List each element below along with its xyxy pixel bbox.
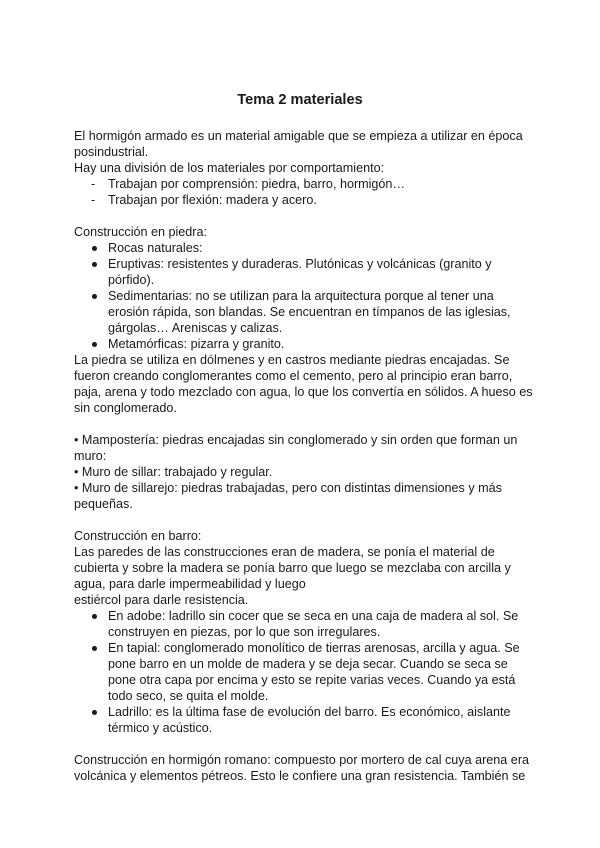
intro-division-paragraph: Hay una división de los materiales por comportamiento: xyxy=(74,161,385,175)
section-heading-barro: Construcción en barro: xyxy=(74,529,202,543)
page-title: Tema 2 materiales xyxy=(237,92,363,108)
piedra-paragraph: La piedra se utiliza en dólmenes y en castros mediante piedras encajadas. Se fueron creando conglomerantes como el cemento, pero al principio eran barro, paja, arena y todo mezclado con agua, lo que los convertía en sólidos. A hueso es sin conglomerado. xyxy=(74,353,533,415)
piedra-list xyxy=(74,240,534,352)
list-item: En tapial: conglomerado monolítico de tierras arenosas, arcilla y agua. Se pone barro en un molde de madera y se deja secar. Cuando se seca se pone otra capa por encima y esto se repite varias veces. Cuando ya está todo seco, se quita el molde. xyxy=(74,640,534,704)
document-body xyxy=(74,128,534,784)
barro-list xyxy=(74,608,534,736)
list-item: Rocas naturales: xyxy=(74,240,534,256)
muro-line-sillarejo: • Muro de sillarejo: piedras trabajadas, pero con distintas dimensiones y más pequeñas. xyxy=(74,481,502,511)
section-heading-piedra: Construcción en piedra: xyxy=(74,225,208,239)
barro-paragraph: Las paredes de las construcciones eran de madera, se ponía el material de cubierta y sobre la madera se ponía barro que luego se mezclaba con arcilla y agua, para darle impermeabilidad y luego xyxy=(74,545,511,591)
list-item: Eruptivas: resistentes y duraderas. Plutónicas y volcánicas (granito y pórfido). xyxy=(74,256,534,288)
list-item: - Trabajan por comprensión: piedra, barro, hormigón… xyxy=(74,176,534,192)
behavior-list xyxy=(74,176,534,208)
list-item: Sedimentarias: no se utilizan para la arquitectura porque al tener una erosión rápida, son blandas. Se encuentran en tímpanos de las iglesias, gárgolas… Areniscas y calizas. xyxy=(74,288,534,336)
intro-paragraph: El hormigón armado es un material amigable que se empieza a utilizar en época posindustrial. xyxy=(74,129,523,159)
list-item: Ladrillo: es la última fase de evolución del barro. Es económico, aislante térmico y acústico. xyxy=(74,704,534,736)
hormigon-paragraph: Construcción en hormigón romano: compuesto por mortero de cal cuya arena era volcánica y elementos pétreos. Esto le confiere una gran resistencia. También se xyxy=(74,753,530,783)
muro-line-sillar: • Muro de sillar: trabajado y regular. xyxy=(74,465,273,479)
muro-line-mamposteria: • Mampostería: piedras encajadas sin conglomerado y sin orden que forman un muro: xyxy=(74,433,518,463)
list-item: - Trabajan por flexión: madera y acero. xyxy=(74,192,534,208)
barro-paragraph-end: estiércol para darle resistencia. xyxy=(74,593,249,607)
list-item: Metamórficas: pizarra y granito. xyxy=(74,336,534,352)
list-item: En adobe: ladrillo sin cocer que se seca en una caja de madera al sol. Se construyen en piezas, por lo que son irregulares. xyxy=(74,608,534,640)
